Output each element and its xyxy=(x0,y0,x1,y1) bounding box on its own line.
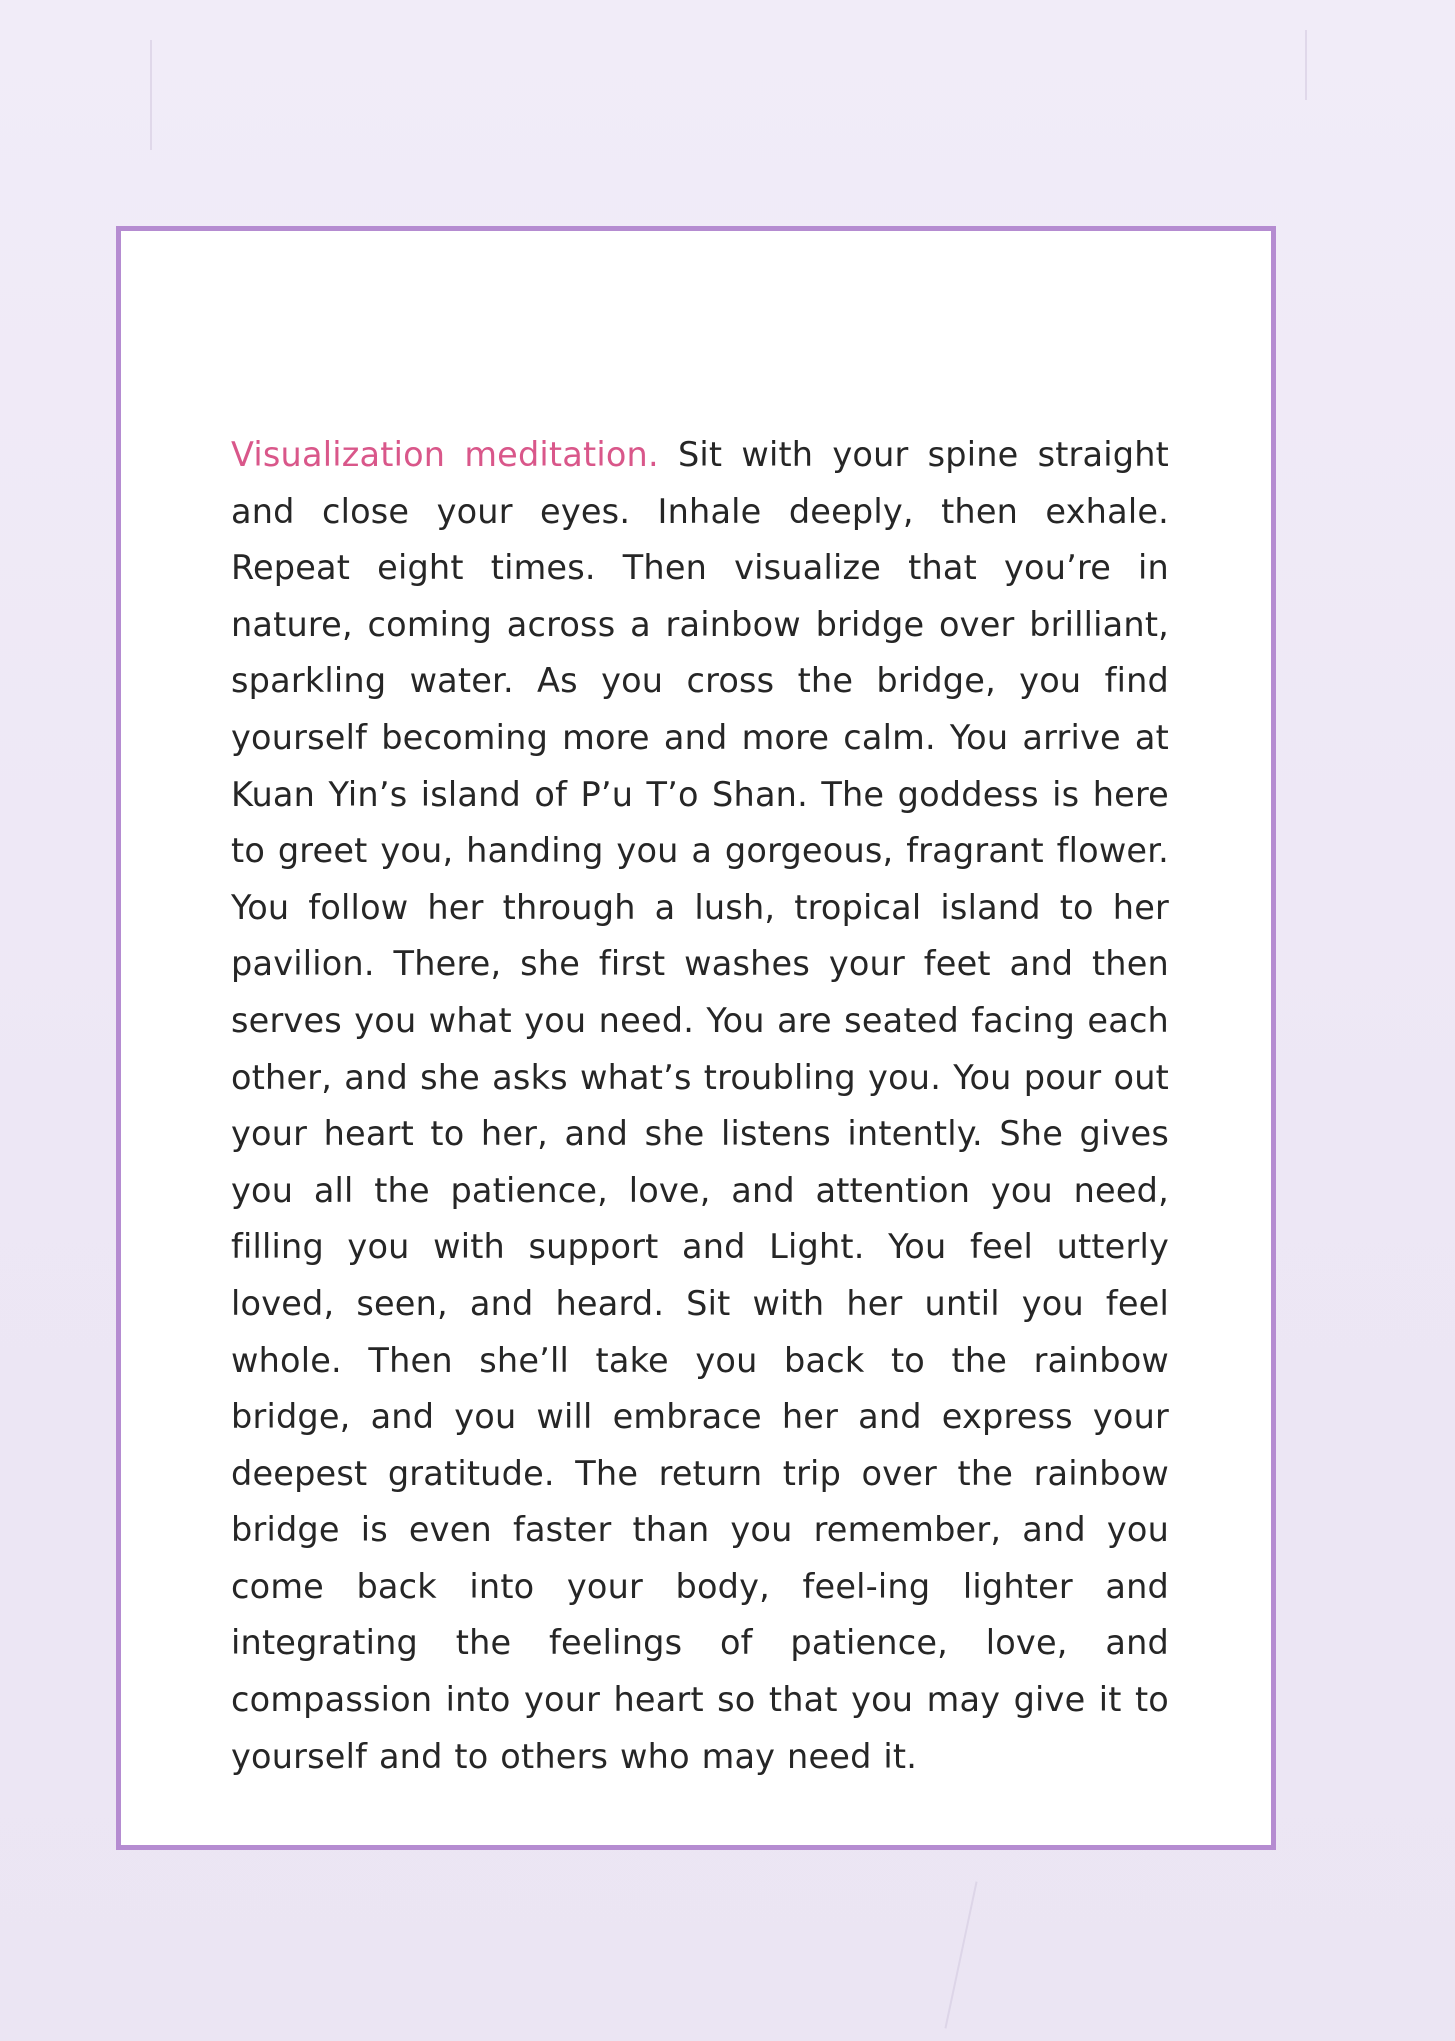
section-lead-in: Visualization meditation. xyxy=(231,435,659,474)
meditation-paragraph xyxy=(231,427,1169,1785)
text-frame xyxy=(116,226,1276,1850)
scan-mark xyxy=(150,40,152,150)
paragraph-body: Sit with your spine straight and close your eyes. Inhale deeply, then exhale. Repeat eight times. Then visualize that you’re in nature, coming across a rainbow bridge over brilliant, sparkling water. As you cross the bridge, you find yourself becoming more and more calm. You arrive at Kuan Yin’s island of P’u T’o Shan. The goddess is here to greet you, handing you a gorgeous, fragrant flower. You follow her through a lush, tropical island to her pavilion. There, she first washes your feet and then serves you what you need. You are seated facing each other, and she asks what’s troubling you. You pour out your heart to her, and she listens intently. She gives you all the patience, love, and attention you need, filling you with support and Light. You feel utterly loved, seen, and heard. Sit with her until you feel whole. Then she’ll take you back to the rainbow bridge, and you will embrace her and express your deepest gratitude. The return trip over the rainbow bridge is even faster than you remember, and you come back into your body, feel-ing lighter and integrating the feelings of patience, love, and compassion into your heart so that you may give it to yourself and to others who may need it. xyxy=(231,435,1169,1776)
scan-mark xyxy=(1305,30,1307,100)
